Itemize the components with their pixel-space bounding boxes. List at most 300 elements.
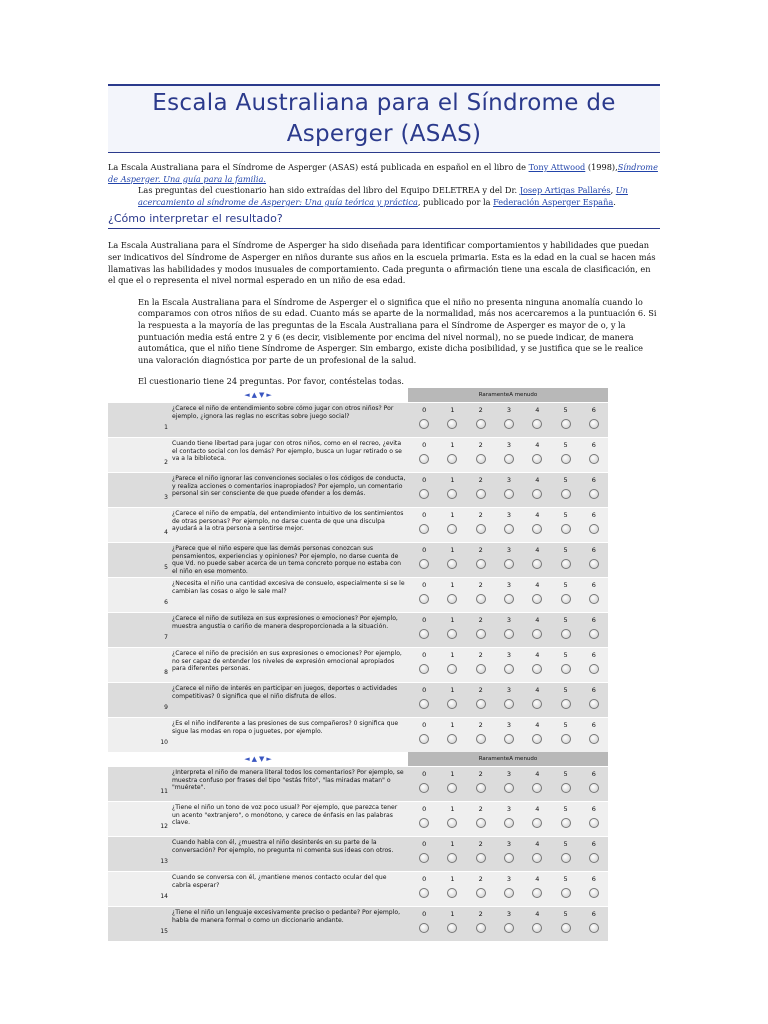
option-column	[580, 718, 608, 752]
radio-button[interactable]	[419, 923, 429, 933]
answer-options	[408, 473, 608, 507]
answer-options	[408, 907, 608, 941]
radio-button[interactable]	[589, 629, 599, 639]
question-text: Cuando habla con él, ¿muestra el niño desinterés en su parte de la conversación? Por ejemplo, no pregunta ni comenta sus ideas con otros.	[170, 837, 408, 871]
option-label: 5	[563, 651, 568, 659]
option-label: 6	[591, 875, 596, 883]
question-number: 13	[108, 837, 170, 871]
option-label: 3	[506, 546, 512, 554]
radio-button[interactable]	[447, 629, 457, 639]
radio-button[interactable]	[532, 524, 542, 534]
option-column	[580, 508, 608, 542]
option-label: 0	[422, 651, 427, 659]
option-column	[552, 403, 580, 437]
radio-button[interactable]	[419, 664, 429, 674]
option-label: 2	[478, 686, 483, 694]
radio-button[interactable]	[589, 923, 599, 933]
scale-header: RaramenteA menudo	[408, 388, 608, 402]
radio-button[interactable]	[504, 818, 514, 828]
option-column	[438, 872, 466, 906]
radio-button[interactable]	[589, 888, 599, 898]
option-label: 2	[478, 476, 483, 484]
option-column	[438, 613, 466, 647]
radio-button[interactable]	[532, 734, 542, 744]
radio-button[interactable]	[532, 594, 542, 604]
question-row	[108, 766, 608, 801]
question-row	[108, 402, 608, 437]
radio-button[interactable]	[476, 524, 486, 534]
radio-button[interactable]	[419, 489, 429, 499]
radio-button[interactable]	[561, 734, 571, 744]
option-label: 4	[535, 910, 540, 918]
option-label: 4	[535, 581, 540, 589]
option-label: 2	[478, 805, 483, 813]
option-label: 0	[422, 840, 427, 848]
option-label: 4	[535, 805, 540, 813]
option-column	[552, 543, 580, 577]
option-label: 2	[478, 651, 483, 659]
arrow-left-icon[interactable]: ◄	[244, 391, 250, 399]
question-number: 5	[108, 543, 170, 577]
option-column	[580, 543, 608, 577]
radio-button[interactable]	[504, 664, 514, 674]
option-column	[495, 438, 523, 472]
option-column	[467, 837, 495, 871]
scale-header-row	[108, 752, 608, 766]
radio-button[interactable]	[561, 454, 571, 464]
radio-button[interactable]	[504, 923, 514, 933]
radio-button[interactable]	[532, 419, 542, 429]
radio-button[interactable]	[532, 853, 542, 863]
option-column	[438, 802, 466, 836]
option-column	[523, 543, 551, 577]
option-column	[410, 837, 438, 871]
question-number: 14	[108, 872, 170, 906]
option-column	[467, 438, 495, 472]
question-row	[108, 717, 608, 752]
question-number: 12	[108, 802, 170, 836]
option-label: 6	[591, 581, 596, 589]
option-column	[410, 718, 438, 752]
question-row	[108, 836, 608, 871]
question-row	[108, 542, 608, 577]
radio-button[interactable]	[419, 853, 429, 863]
option-label: 5	[563, 686, 568, 694]
option-label: 6	[591, 840, 596, 848]
option-column	[552, 578, 580, 612]
radio-button[interactable]	[504, 734, 514, 744]
option-label: 2	[478, 910, 483, 918]
option-label: 3	[506, 910, 512, 918]
option-label: 1	[450, 406, 455, 414]
option-column	[552, 613, 580, 647]
radio-button[interactable]	[419, 419, 429, 429]
radio-button[interactable]	[561, 818, 571, 828]
radio-button[interactable]	[447, 419, 457, 429]
option-column	[467, 648, 495, 682]
option-column	[438, 543, 466, 577]
question-row	[108, 577, 608, 612]
option-column	[523, 907, 551, 941]
option-column	[495, 718, 523, 752]
option-column	[580, 613, 608, 647]
option-column	[523, 613, 551, 647]
option-column	[467, 473, 495, 507]
body-paragraph-3: El cuestionario tiene 24 preguntas. Por favor, contéstelas todas.	[138, 376, 405, 387]
answer-options	[408, 403, 608, 437]
option-label: 1	[450, 476, 455, 484]
radio-button[interactable]	[561, 559, 571, 569]
radio-button[interactable]	[504, 489, 514, 499]
radio-button[interactable]	[476, 594, 486, 604]
radio-button[interactable]	[589, 524, 599, 534]
option-label: 4	[535, 441, 540, 449]
radio-button[interactable]	[419, 559, 429, 569]
option-label: 2	[478, 441, 483, 449]
radio-button[interactable]	[589, 559, 599, 569]
option-column	[410, 438, 438, 472]
radio-button[interactable]	[419, 629, 429, 639]
radio-button[interactable]	[589, 664, 599, 674]
option-label: 6	[591, 910, 596, 918]
radio-button[interactable]	[561, 923, 571, 933]
question-row	[108, 871, 608, 906]
radio-button[interactable]	[561, 594, 571, 604]
option-column	[580, 837, 608, 871]
radio-button[interactable]	[504, 699, 514, 709]
option-column	[523, 578, 551, 612]
option-label: 3	[506, 805, 512, 813]
option-column	[552, 438, 580, 472]
option-label: 1	[450, 721, 455, 729]
radio-button[interactable]	[561, 629, 571, 639]
body-paragraph-1: La Escala Australiana para el Síndrome de Asperger ha sido diseñada para identificar comportamientos y habilidades que puedan ser indicativos del Síndrome de Asperger en niños durante sus años en la escuela primaria. Esta es la edad en la cual se hacen más llamativas las habilidades y modos inusuales de comportamiento. Cada pregunta o afirmación tiene una escala de clasificación, en el que el o representa el nivel normal esperado en un niño de esa edad.	[108, 240, 656, 286]
question-number: 8	[108, 648, 170, 682]
radio-button[interactable]	[476, 818, 486, 828]
option-column	[467, 683, 495, 717]
option-label: 1	[450, 840, 455, 848]
radio-button[interactable]	[532, 818, 542, 828]
radio-button[interactable]	[476, 419, 486, 429]
option-label: 6	[591, 441, 596, 449]
arrow-down-icon[interactable]: ▼	[259, 755, 265, 763]
radio-button[interactable]	[419, 699, 429, 709]
radio-button[interactable]	[447, 664, 457, 674]
option-label: 3	[506, 581, 512, 589]
arrow-left-icon[interactable]: ◄	[244, 755, 250, 763]
radio-button[interactable]	[532, 699, 542, 709]
radio-button[interactable]	[589, 454, 599, 464]
option-column	[438, 718, 466, 752]
option-label: 5	[563, 805, 568, 813]
option-label: 5	[563, 770, 568, 778]
option-column	[552, 508, 580, 542]
radio-button[interactable]	[419, 818, 429, 828]
question-text: ¿Carece el niño de precisión en sus expresiones o emociones? Por ejemplo, no ser capaz de entender los niveles de expresión emocional apropiados para diferentes personas.	[170, 648, 408, 682]
radio-button[interactable]	[532, 888, 542, 898]
option-column	[523, 837, 551, 871]
radio-button[interactable]	[504, 629, 514, 639]
radio-button[interactable]	[447, 783, 457, 793]
question-number: 3	[108, 473, 170, 507]
arrow-right-icon[interactable]: ►	[266, 391, 272, 399]
intro-paragraph-1	[108, 162, 660, 185]
option-label: 1	[450, 616, 455, 624]
option-column	[438, 473, 466, 507]
radio-button[interactable]	[476, 629, 486, 639]
question-row	[108, 612, 608, 647]
option-label: 4	[535, 686, 540, 694]
option-label: 6	[591, 651, 596, 659]
option-column	[410, 907, 438, 941]
option-column	[580, 907, 608, 941]
link-book-guia-familia[interactable]: Síndrome de Asperger. Una guía para la familia.	[108, 162, 658, 184]
radio-button[interactable]	[419, 524, 429, 534]
radio-button[interactable]	[561, 888, 571, 898]
option-label: 5	[563, 546, 568, 554]
radio-button[interactable]	[504, 888, 514, 898]
link-tony-attwood[interactable]: Tony Attwood	[528, 162, 586, 172]
arrow-down-icon[interactable]: ▼	[259, 391, 265, 399]
radio-button[interactable]	[504, 853, 514, 863]
option-label: 1	[450, 651, 455, 659]
option-label: 0	[422, 511, 427, 519]
option-label: 4	[535, 406, 540, 414]
question-text: ¿Necesita el niño una cantidad excesiva de consuelo, especialmente si se le cambian las cosas o algo le sale mal?	[170, 578, 408, 612]
radio-button[interactable]	[447, 734, 457, 744]
option-column	[495, 578, 523, 612]
radio-button[interactable]	[589, 853, 599, 863]
radio-button[interactable]	[589, 734, 599, 744]
option-column	[523, 872, 551, 906]
option-label: 5	[563, 840, 568, 848]
radio-button[interactable]	[447, 559, 457, 569]
arrow-right-icon[interactable]: ►	[266, 755, 272, 763]
radio-button[interactable]	[447, 888, 457, 898]
radio-button[interactable]	[532, 559, 542, 569]
radio-button[interactable]	[447, 923, 457, 933]
option-label: 6	[591, 476, 596, 484]
option-column	[552, 907, 580, 941]
option-column	[467, 508, 495, 542]
radio-button[interactable]	[589, 419, 599, 429]
radio-button[interactable]	[504, 559, 514, 569]
question-number: 10	[108, 718, 170, 752]
option-label: 1	[450, 770, 455, 778]
arrow-up-icon[interactable]: ▲	[251, 755, 257, 763]
radio-button[interactable]	[589, 594, 599, 604]
nav-arrows	[108, 388, 408, 402]
radio-button[interactable]	[476, 664, 486, 674]
radio-button[interactable]	[447, 489, 457, 499]
question-text: Cuando se conversa con él, ¿mantiene menos contacto ocular del que cabría esperar?	[170, 872, 408, 906]
option-label: 2	[478, 616, 483, 624]
option-label: 2	[478, 581, 483, 589]
question-row	[108, 682, 608, 717]
option-label: 5	[563, 476, 568, 484]
option-column	[438, 767, 466, 801]
option-column	[438, 907, 466, 941]
radio-button[interactable]	[476, 699, 486, 709]
link-federacion[interactable]: Federación Asperger España	[493, 196, 614, 207]
radio-button[interactable]	[532, 783, 542, 793]
option-column	[523, 683, 551, 717]
radio-button[interactable]	[447, 853, 457, 863]
question-text: ¿Parece el niño ignorar las convenciones sociales o los códigos de conducta, y realiza acciones o comentarios inapropiados? Por ejemplo, un comentario personal sin ser consciente de que puede ofender a los demás.	[170, 473, 408, 507]
scale-header-row	[108, 388, 608, 402]
radio-button[interactable]	[504, 524, 514, 534]
option-column	[552, 683, 580, 717]
option-label: 4	[535, 770, 540, 778]
question-number: 2	[108, 438, 170, 472]
radio-button[interactable]	[419, 594, 429, 604]
radio-button[interactable]	[532, 664, 542, 674]
radio-button[interactable]	[561, 419, 571, 429]
radio-button[interactable]	[589, 783, 599, 793]
option-label: 6	[591, 616, 596, 624]
option-column	[552, 837, 580, 871]
intro-text: La Escala Australiana para el Síndrome de Asperger (ASAS) está publicada en español en el libro de	[108, 162, 529, 172]
radio-button[interactable]	[447, 594, 457, 604]
option-label: 3	[506, 721, 512, 729]
radio-button[interactable]	[532, 454, 542, 464]
option-column	[580, 578, 608, 612]
radio-button[interactable]	[561, 783, 571, 793]
radio-button[interactable]	[504, 783, 514, 793]
question-number: 11	[108, 767, 170, 801]
radio-button[interactable]	[504, 454, 514, 464]
option-column	[523, 648, 551, 682]
option-column	[410, 543, 438, 577]
option-column	[438, 648, 466, 682]
option-label: 6	[591, 721, 596, 729]
radio-button[interactable]	[532, 629, 542, 639]
option-column	[495, 613, 523, 647]
option-label: 6	[591, 770, 596, 778]
radio-button[interactable]	[476, 853, 486, 863]
option-column	[495, 767, 523, 801]
option-column	[523, 438, 551, 472]
option-column	[523, 473, 551, 507]
option-label: 0	[422, 581, 427, 589]
question-text: ¿Interpreta el niño de manera literal todos los comentarios? Por ejemplo, se muestra confuso por frases del tipo "estás frito", "las miradas matan" o "muérete".	[170, 767, 408, 801]
option-label: 3	[506, 406, 512, 414]
question-text: ¿Carece el niño de interés en participar en juegos, deportes o actividades competitivas? 0 significa que el niño disfruta de ellos.	[170, 683, 408, 717]
option-label: 3	[506, 840, 512, 848]
question-row	[108, 507, 608, 542]
radio-button[interactable]	[476, 489, 486, 499]
option-column	[523, 403, 551, 437]
radio-button[interactable]	[476, 734, 486, 744]
radio-button[interactable]	[532, 489, 542, 499]
intro-text: , publicado por la	[417, 196, 494, 207]
question-number: 15	[108, 907, 170, 941]
radio-button[interactable]	[476, 783, 486, 793]
option-column	[552, 473, 580, 507]
option-column	[438, 683, 466, 717]
answer-options	[408, 683, 608, 717]
radio-button[interactable]	[476, 923, 486, 933]
option-column	[580, 767, 608, 801]
question-text: ¿Parece que el niño espere que las demás personas conozcan sus pensamientos, experiencias y opiniones? Por ejemplo, no darse cuenta de que Vd. no puede saber acerca de un tema concreto porque no estaba con el niño en ese momento.	[170, 543, 408, 577]
option-label: 1	[450, 686, 455, 694]
option-label: 4	[535, 651, 540, 659]
radio-button[interactable]	[504, 419, 514, 429]
option-label: 0	[422, 686, 427, 694]
radio-button[interactable]	[532, 923, 542, 933]
radio-button[interactable]	[561, 524, 571, 534]
option-label: 2	[478, 721, 483, 729]
radio-button[interactable]	[419, 783, 429, 793]
option-label: 1	[450, 441, 455, 449]
radio-button[interactable]	[447, 818, 457, 828]
document-page	[108, 84, 660, 388]
option-label: 6	[591, 546, 596, 554]
option-column	[410, 648, 438, 682]
radio-button[interactable]	[561, 853, 571, 863]
option-column	[495, 403, 523, 437]
radio-button[interactable]	[476, 888, 486, 898]
radio-button[interactable]	[561, 489, 571, 499]
intro-text: .	[613, 196, 616, 207]
option-label: 1	[450, 805, 455, 813]
radio-button[interactable]	[447, 699, 457, 709]
option-column	[467, 543, 495, 577]
question-number: 9	[108, 683, 170, 717]
question-row	[108, 906, 608, 941]
option-column	[467, 767, 495, 801]
option-label: 1	[450, 581, 455, 589]
radio-button[interactable]	[476, 454, 486, 464]
radio-button[interactable]	[589, 818, 599, 828]
radio-button[interactable]	[447, 524, 457, 534]
option-label: 2	[478, 770, 483, 778]
radio-button[interactable]	[447, 454, 457, 464]
option-label: 0	[422, 476, 427, 484]
question-text: ¿Tiene el niño un lenguaje excesivamente preciso o pedante? Por ejemplo, habla de manera formal o como un diccionario andante.	[170, 907, 408, 941]
radio-button[interactable]	[419, 888, 429, 898]
radio-button[interactable]	[589, 489, 599, 499]
radio-button[interactable]	[589, 699, 599, 709]
radio-button[interactable]	[504, 594, 514, 604]
option-column	[438, 837, 466, 871]
radio-button[interactable]	[561, 664, 571, 674]
option-column	[438, 508, 466, 542]
option-column	[552, 718, 580, 752]
option-label: 4	[535, 875, 540, 883]
option-label: 5	[563, 441, 568, 449]
radio-button[interactable]	[419, 454, 429, 464]
question-number: 7	[108, 613, 170, 647]
option-label: 5	[563, 511, 568, 519]
arrow-up-icon[interactable]: ▲	[251, 391, 257, 399]
radio-button[interactable]	[476, 559, 486, 569]
question-row	[108, 472, 608, 507]
option-column	[495, 683, 523, 717]
radio-button[interactable]	[561, 699, 571, 709]
link-josep-artigas[interactable]: Josep Artigas Pallarés	[519, 185, 611, 196]
option-column	[467, 403, 495, 437]
option-column	[495, 907, 523, 941]
option-label: 3	[506, 511, 512, 519]
intro-text: ,	[610, 185, 616, 196]
option-label: 5	[563, 616, 568, 624]
option-label: 0	[422, 721, 427, 729]
link-book-acercamiento[interactable]: Un acercamiento al síndrome de Asperger: Una guía teórica y práctica	[138, 185, 628, 207]
option-column	[580, 403, 608, 437]
option-label: 2	[478, 511, 483, 519]
radio-button[interactable]	[419, 734, 429, 744]
